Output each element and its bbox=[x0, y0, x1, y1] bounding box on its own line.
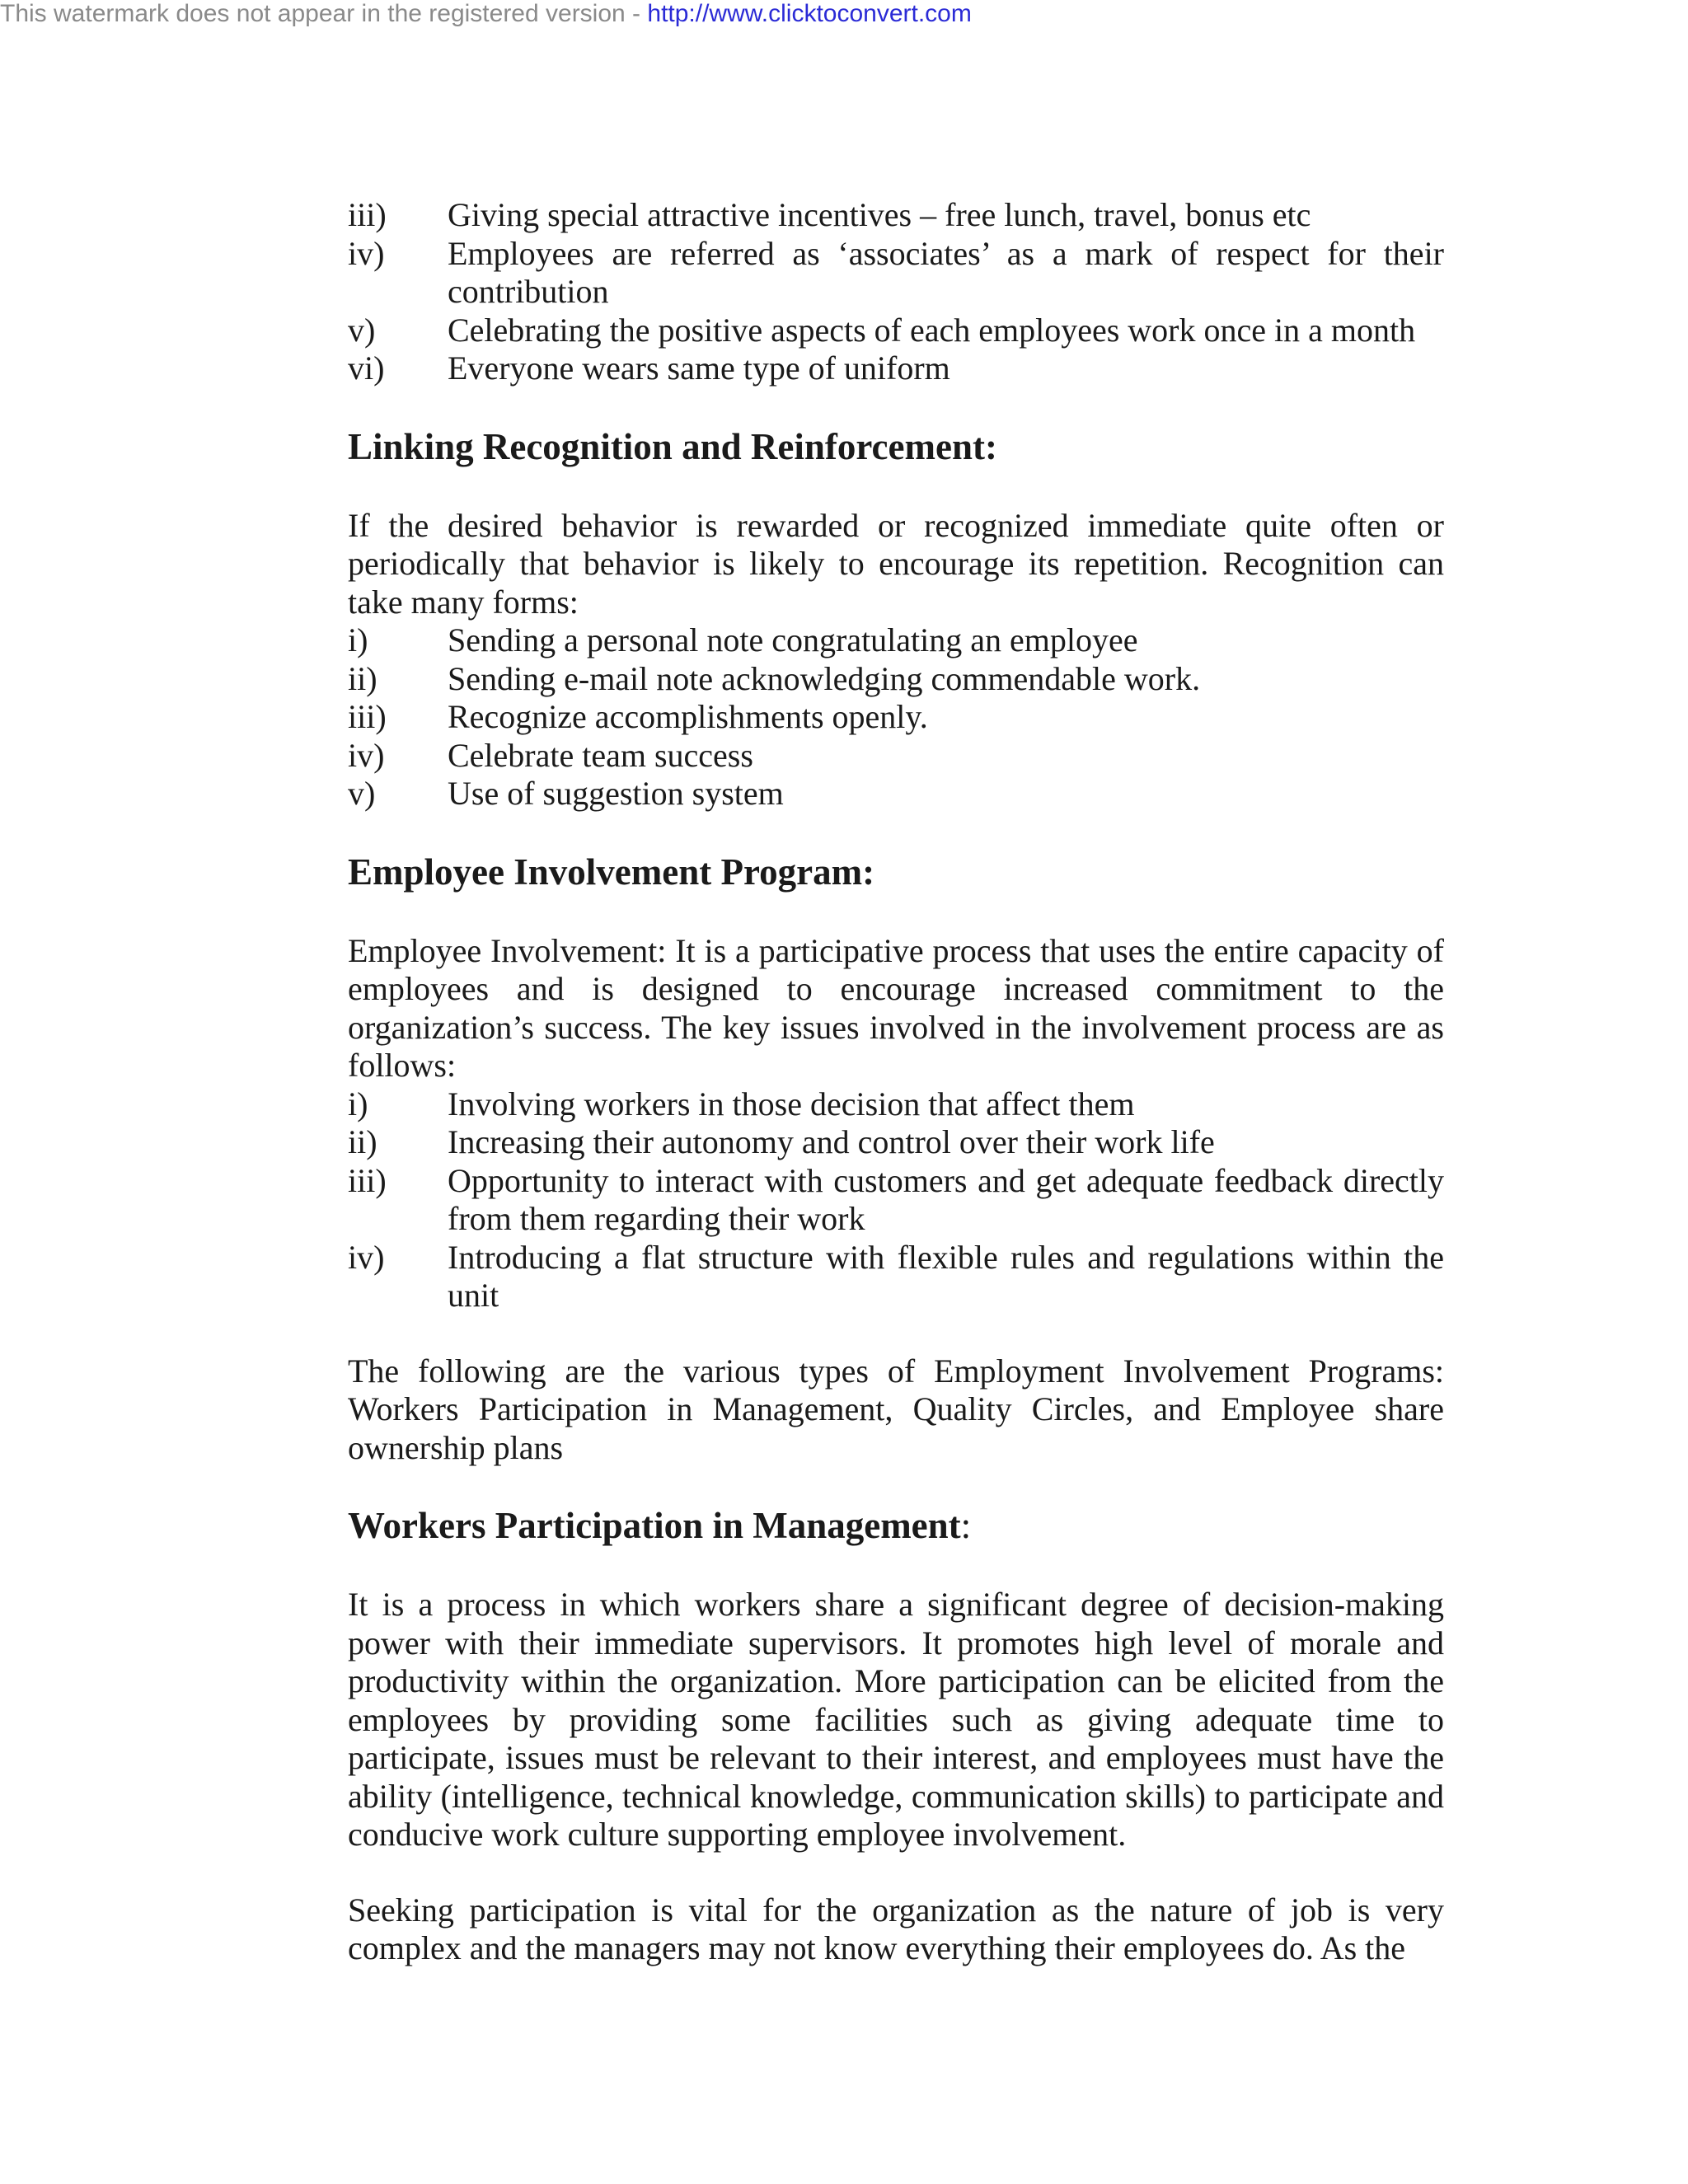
list-item-number: iii) bbox=[348, 196, 387, 233]
list-item-text: Increasing their autonomy and control over their work life bbox=[448, 1123, 1215, 1160]
section-paragraph-participation-2: Seeking participation is vital for the organization as the nature of job is very complex and the managers may not know everything their employees do. As the bbox=[348, 1891, 1444, 1966]
list-item bbox=[348, 737, 1444, 776]
section-heading-participation bbox=[348, 1504, 1444, 1547]
list-item-number: iii) bbox=[348, 698, 387, 735]
list-item-number: iii) bbox=[348, 1161, 387, 1199]
section-heading-involvement: Employee Involvement Program: bbox=[348, 851, 875, 893]
list-item-number: v) bbox=[348, 311, 376, 349]
list-item-text: Everyone wears same type of uniform bbox=[448, 349, 950, 387]
list-item-number: ii) bbox=[348, 1123, 377, 1160]
list-item bbox=[348, 621, 1444, 660]
list-item-number: i) bbox=[348, 1085, 368, 1122]
intro-list bbox=[348, 196, 1444, 388]
list-item-number: v) bbox=[348, 775, 376, 812]
list-item bbox=[348, 196, 1444, 235]
section-heading-participation-text: Workers Participation in Management bbox=[348, 1505, 961, 1546]
watermark-banner bbox=[0, 0, 972, 28]
involvement-types-paragraph: The following are the various types of Employment Involvement Programs: Workers Participation in Management, Quality Circles, and Employee share ownership plans bbox=[348, 1352, 1444, 1466]
list-item-text: Sending e-mail note acknowledging commendable work. bbox=[448, 659, 1201, 697]
list-item-number: ii) bbox=[348, 659, 377, 697]
list-item bbox=[348, 349, 1444, 388]
list-item bbox=[348, 775, 1444, 813]
list-item-text: Celebrating the positive aspects of each employees work once in a month bbox=[448, 311, 1416, 349]
list-item bbox=[348, 1239, 1444, 1315]
list-item-text: Introducing a flat structure with flexible rules and regulations within the unit bbox=[448, 1238, 1444, 1314]
list-item-text: Celebrate team success bbox=[448, 736, 753, 774]
section-heading-colon: : bbox=[960, 1505, 972, 1546]
list-item bbox=[348, 235, 1444, 312]
list-item-text: Involving workers in those decision that affect them bbox=[448, 1085, 1135, 1122]
list-item-number: vi) bbox=[348, 349, 385, 387]
list-item-number: iv) bbox=[348, 736, 385, 774]
watermark-link[interactable]: http://www.clicktoconvert.com bbox=[647, 0, 972, 27]
list-item bbox=[348, 660, 1444, 699]
list-item-number: iv) bbox=[348, 1238, 385, 1276]
list-item bbox=[348, 1085, 1444, 1124]
section-paragraph-involvement: Employee Involvement: It is a participative process that uses the entire capacity of employees and is designed to encourage increased commitment to the organization’s success. The key issues involved in the involvement process are as follows: bbox=[348, 931, 1444, 1084]
section-paragraph-participation-1: It is a process in which workers share a significant degree of decision-making power with their immediate supervisors. It promotes high level of morale and productivity within the organization. More participation can be elicited from the employees by providing some facilities such as giving adequate time to participate, issues must be relevant to their interest, and employees must have the ability (intelligence, technical knowledge, communication skills) to participate and conducive work culture supporting employee involvement. bbox=[348, 1586, 1444, 1853]
list-item-text: Recognize accomplishments openly. bbox=[448, 698, 928, 735]
list-item bbox=[348, 1162, 1444, 1239]
list-item-number: iv) bbox=[348, 234, 385, 272]
section-paragraph-recognition: If the desired behavior is rewarded or recognized immediate quite often or periodically that behavior is likely to encourage its repetition. Recognition can take many forms: bbox=[348, 506, 1444, 621]
list-item-text: Opportunity to interact with customers and get adequate feedback directly from them regarding their work bbox=[448, 1161, 1444, 1237]
list-item-text: Use of suggestion system bbox=[448, 775, 784, 812]
list-item bbox=[348, 698, 1444, 737]
list-item-text: Giving special attractive incentives – free lunch, travel, bonus etc bbox=[448, 196, 1311, 233]
involvement-list bbox=[348, 1085, 1444, 1315]
recognition-list bbox=[348, 621, 1444, 813]
watermark-text: This watermark does not appear in the registered version - bbox=[0, 0, 648, 27]
list-item-text: Sending a personal note congratulating an employee bbox=[448, 621, 1138, 658]
list-item-text: Employees are referred as ‘associates’ as a mark of respect for their contribution bbox=[448, 234, 1444, 310]
list-item-number: i) bbox=[348, 621, 368, 658]
document-page bbox=[348, 196, 1444, 1968]
section-heading-recognition: Linking Recognition and Reinforcement: bbox=[348, 425, 997, 467]
list-item bbox=[348, 312, 1444, 350]
list-item bbox=[348, 1123, 1444, 1162]
